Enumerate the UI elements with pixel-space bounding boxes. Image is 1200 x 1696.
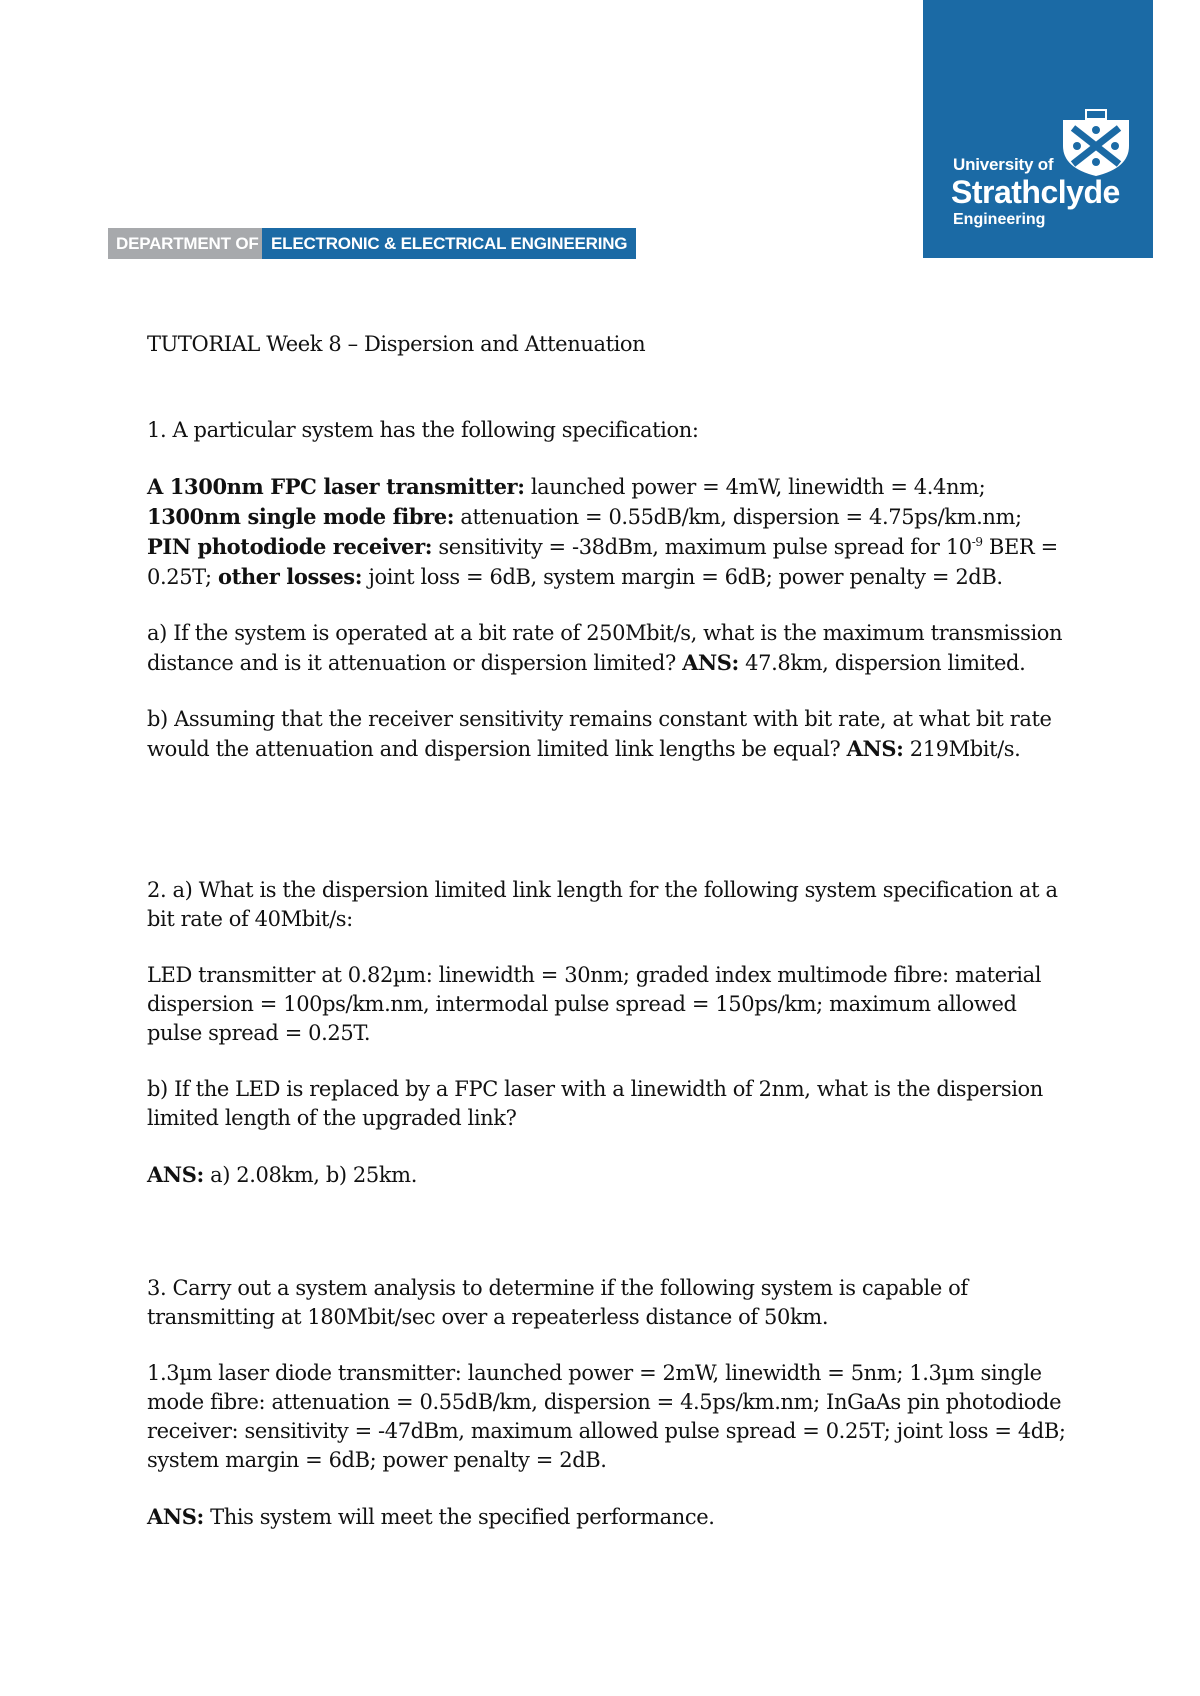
q3-spec: 1.3µm laser diode transmitter: launched power = 2mW, linewidth = 5nm; 1.3µm single mode fibre: attenuation = 0.55dB/km, dispersion = 4.5ps/km.nm; InGaAs pin photodiode receiver: sensitivity = -47dBm, maximum allowed pulse spread = 0.25T; joint loss = 4dB; system margin = 6dB; power penalty = 2dB. — [147, 1361, 1066, 1472]
q2-part-b: b) If the LED is replaced by a FPC laser with a linewidth of 2nm, what is the dispersion limited length of the upgraded link? — [147, 1077, 1043, 1130]
department-banner-right: ELECTRONIC & ELECTRICAL ENGINEERING — [262, 228, 636, 259]
q1-part-a-question: a) If the system is operated at a bit rate of 250Mbit/s, what is the maximum transmission distance and is it attenuation or dispersion limited? — [147, 621, 1063, 675]
q1-spec-3: sensitivity = -38dBm, maximum pulse spread for 10 — [432, 535, 972, 559]
q1-part-a-answer: 47.8km, dispersion limited. — [738, 651, 1026, 675]
q1-part-a — [147, 619, 1077, 678]
q1-spec-2: attenuation = 0.55dB/km, dispersion = 4.75ps/km.nm; — [454, 505, 1022, 529]
q1-intro: 1. A particular system has the following specification: — [147, 418, 699, 442]
q2-spec: LED transmitter at 0.82µm: linewidth = 30nm; graded index multimode fibre: material dispersion = 100ps/km.nm, intermodal pulse spread = 150ps/km; maximum allowed pulse spread = 0.25T. — [147, 963, 1042, 1045]
q3-answer-text: This system will meet the specified performance. — [203, 1505, 715, 1529]
q1-spec — [147, 472, 1077, 592]
q1-spec-3-exponent: -9 — [971, 535, 983, 549]
q3-answer — [147, 1502, 1077, 1532]
q3-question: 3. Carry out a system analysis to determine if the following system is capable of transmitting at 180Mbit/sec over a repeaterless distance of 50km. — [147, 1276, 968, 1329]
q1-part-a-answer-label: ANS: — [682, 650, 739, 675]
q1-spec-2-label: 1300nm single mode fibre: — [147, 504, 455, 529]
logo-line-1: University of — [953, 155, 1054, 174]
q1-part-b-question: b) Assuming that the receiver sensitivity remains constant with bit rate, at what bit rate would the attenuation and dispersion limited link lengths be equal? — [147, 707, 1052, 761]
logo-line-3: Engineering — [953, 211, 1046, 228]
q1-part-b-answer-label: ANS: — [846, 736, 904, 761]
q1-spec-1-label: A 1300nm FPC laser transmitter: — [147, 474, 525, 499]
q2-answer-text: a) 2.08km, b) 25km. — [203, 1163, 417, 1187]
q1-spec-4: joint loss = 6dB, system margin = 6dB; power penalty = 2dB. — [362, 565, 1003, 589]
q1-part-b — [147, 705, 1077, 764]
document-body — [147, 330, 1077, 1532]
q2-part-a: 2. a) What is the dispersion limited link length for the following system specification at a bit rate of 40Mbit/s: — [147, 878, 1058, 931]
crest-icon — [1053, 108, 1139, 178]
q1-spec-1: launched power = 4mW, linewidth = 4.4nm; — [524, 475, 986, 499]
logo-line-2: Strathclyde — [951, 174, 1120, 210]
q1-spec-4-label: other losses: — [217, 564, 363, 589]
university-logo — [923, 0, 1153, 258]
q2-answer-label: ANS: — [147, 1162, 204, 1187]
q1-spec-3b: BER = 0.25T; — [147, 535, 1058, 589]
department-banner — [108, 228, 636, 259]
q2-answer — [147, 1160, 1077, 1190]
q1-spec-3-label: PIN photodiode receiver: — [147, 534, 433, 559]
q1-part-b-answer: 219Mbit/s. — [903, 737, 1021, 761]
page-title: TUTORIAL Week 8 – Dispersion and Attenuation — [147, 332, 646, 356]
department-banner-left: DEPARTMENT OF — [108, 228, 262, 259]
q3-answer-label: ANS: — [147, 1504, 204, 1529]
